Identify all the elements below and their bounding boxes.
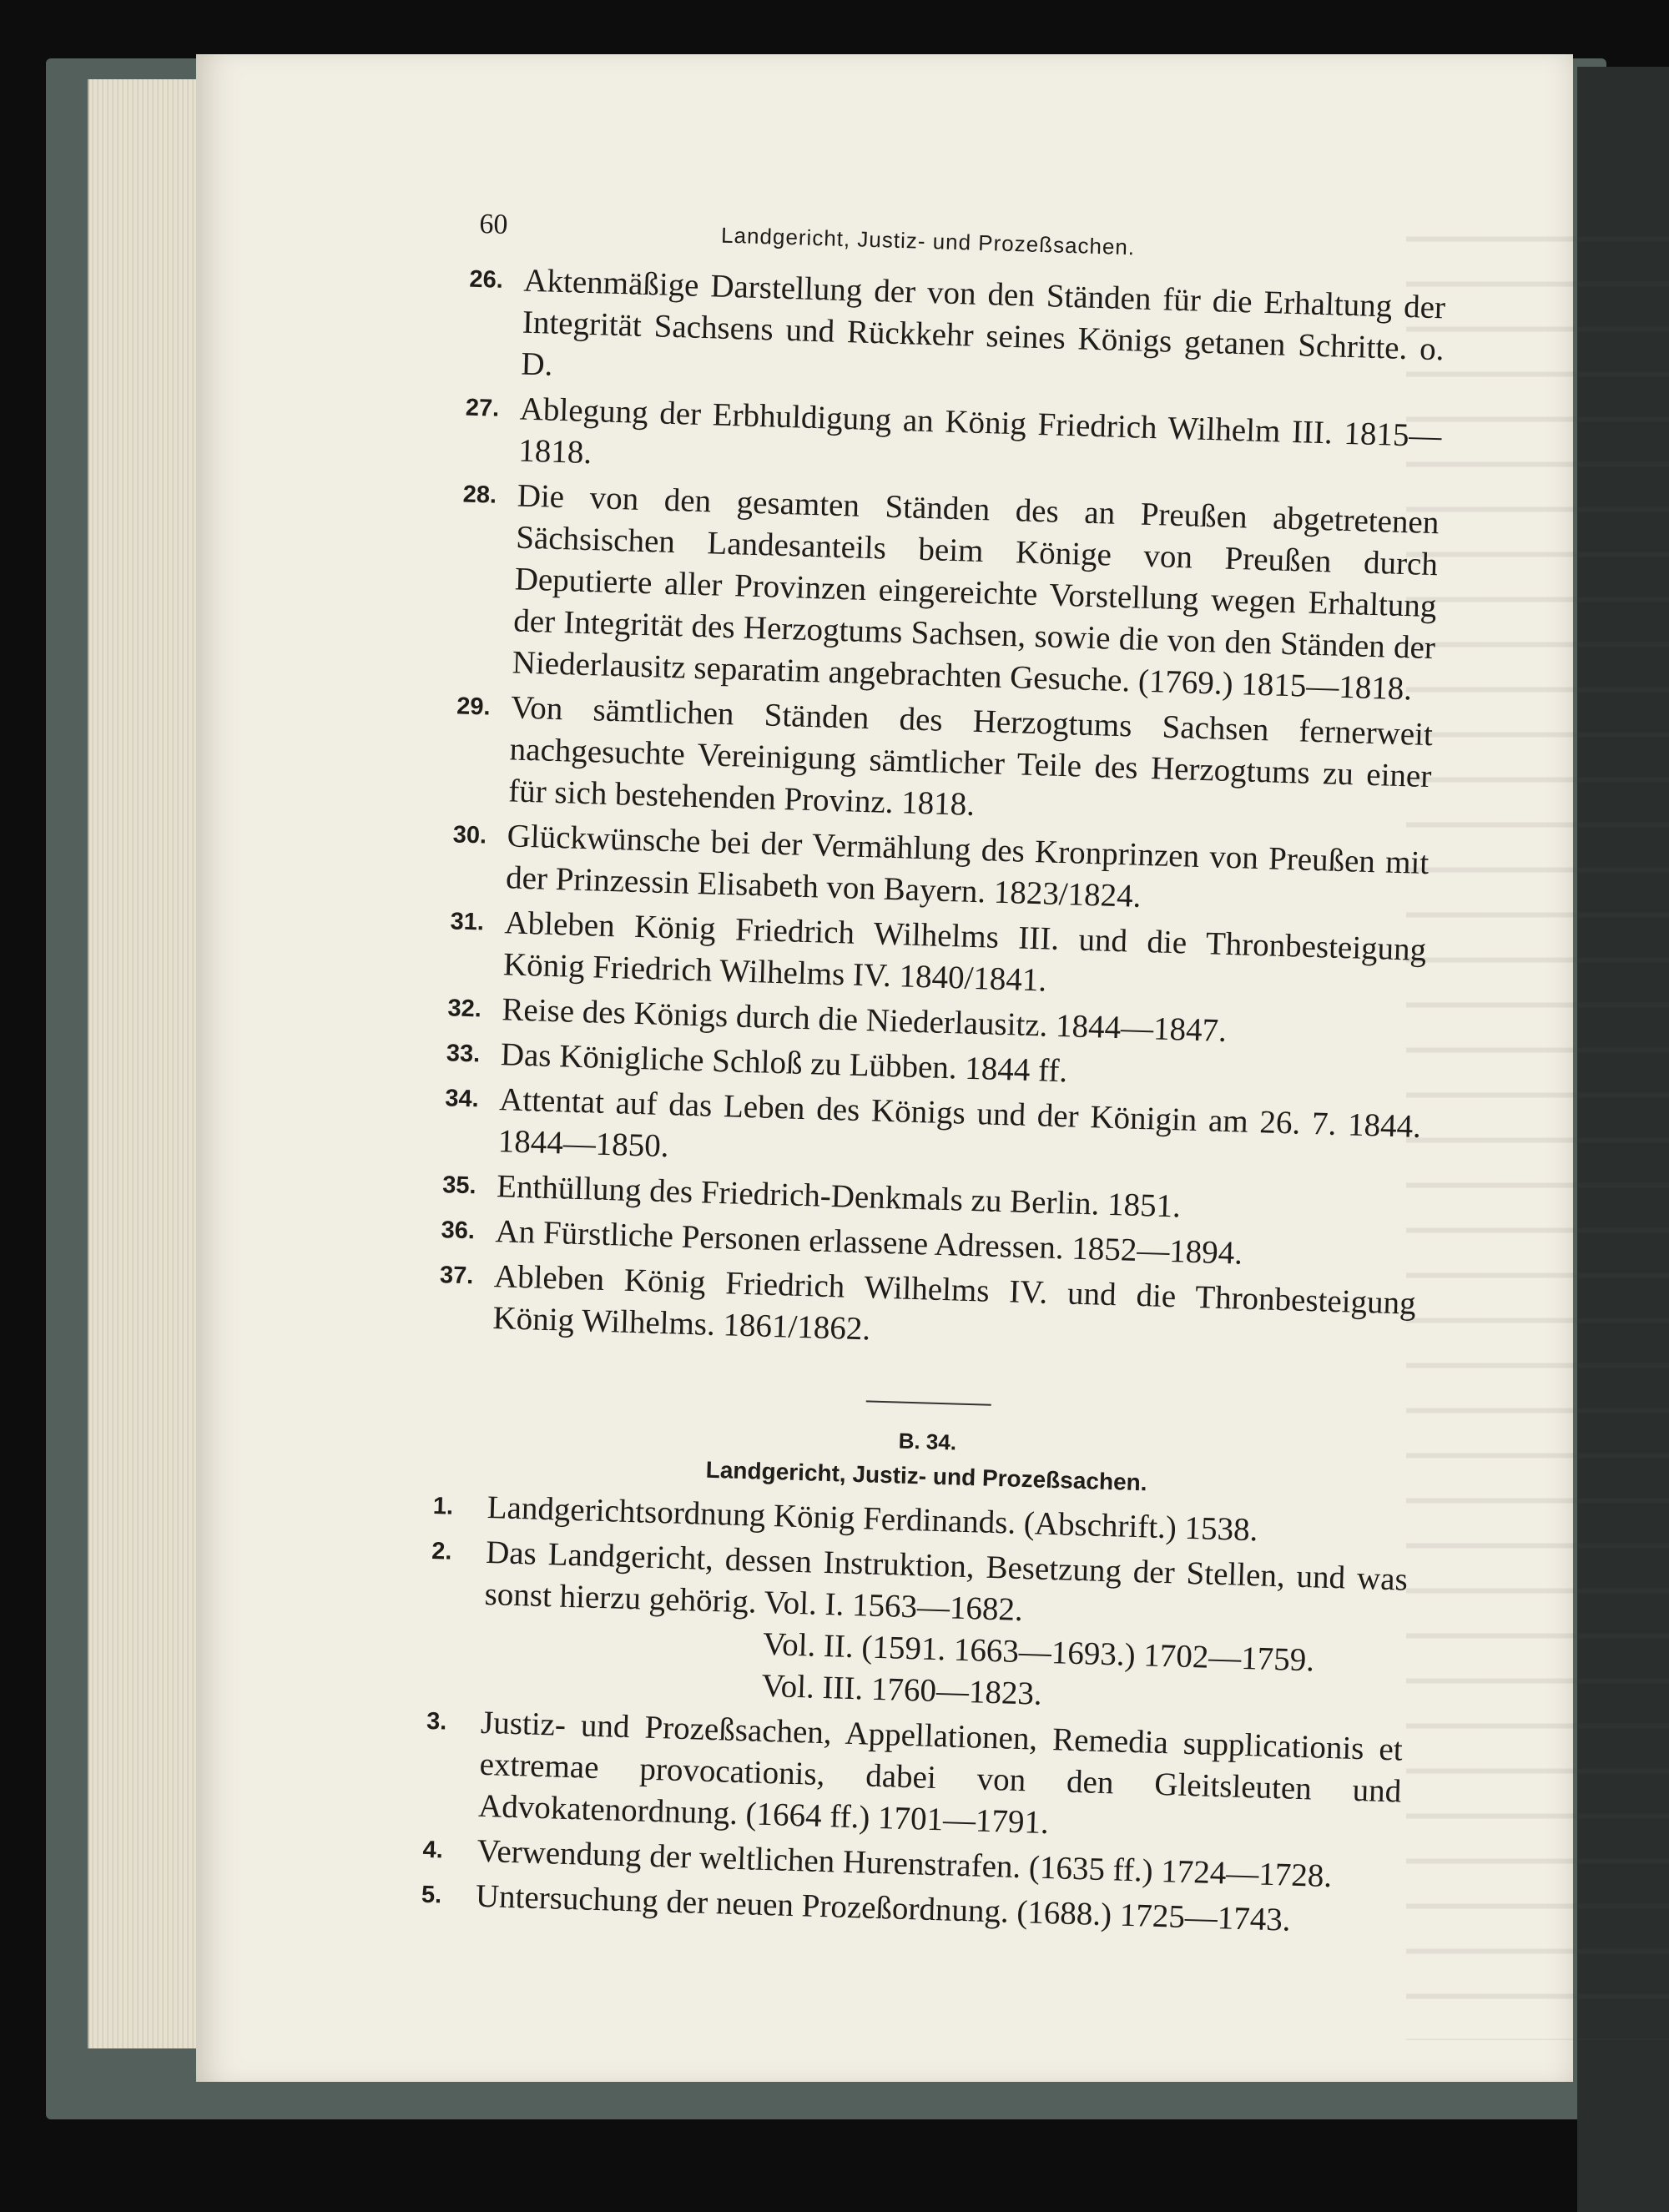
entry-number: 29. [456,693,492,721]
entry-text: Ablegung der Erbhuldigung an König Friedrich Wilhelm III. 1815—1818. [517,391,1443,471]
entry-text: Reise des Königs durch die Niederlausitz. 1844—1847. [501,991,1228,1049]
section-id: B. 34. [898,1428,957,1455]
entry-text: Ableben König Friedrich Wilhelms IV. und die Thronbesteigung König Wilhelms. 1861/1862. [492,1258,1417,1348]
entry-text: Attentat auf das Leben des Königs und der Königin am 26. 7. 1844. 1844—1850. [497,1081,1422,1165]
entry-number: 4. [422,1836,444,1864]
entry-text: Untersuchung der neuen Prozeßordnung. (1688.) 1725—1743. [475,1877,1292,1938]
entry-number: 28. [462,481,497,509]
entry-text: Das Landgericht, dessen Instruktion, Besetzung der Stellen, und was sonst hierzu gehörig. Vol. I. 1563—1682. [484,1534,1409,1629]
page-content [421,209,1447,1948]
running-head: Landgericht, Justiz- und Prozeßsachen. [720,222,1136,260]
entry-text: Das Königliche Schloß zu Lübben. 1844 ff. [500,1036,1068,1090]
entry-text: Verwendung der weltlichen Hurenstrafen. (1635 ff.) 1724—1728. [476,1832,1333,1895]
entry-text: An Fürstliche Personen erlassene Adressen. 1852—1894. [495,1213,1243,1272]
entry-number: 30. [452,821,487,849]
volume-line: Vol. III. 1760—1823. [760,1667,1043,1712]
entry-text: Die von den gesamten Ständen des an Preußen abgetretenen Sächsischen Landesanteils beim Könige von Preußen durch Deputierte aller Provinzen eingereichte Vorstellung wegen Erhaltung der Integrität des Herzogtums Sachsen, sowie die von den Ständen der Niederlausitz separatim angebrachten Gesuche. (1769.) 1815—1818. [512,477,1440,708]
entry-number: 34. [444,1085,480,1113]
page-number: 60 [478,209,508,240]
entry-text: Aktenmäßige Darstellung der von den Ständen für die Erhaltung der Integrität Sachsens und Rückkehr seines Königs getanen Schritte. o. D. [520,262,1446,383]
section-title: Landgericht, Justiz- und Prozeßsachen. [705,1456,1147,1496]
volume-line: Vol. II. (1591. 1663—1693.) 1702—1759. [762,1625,1315,1679]
entry-number: 36. [441,1217,476,1245]
entry-number: 32. [447,995,482,1023]
entry-number: 33. [446,1040,481,1068]
entry-text: Ableben König Friedrich Wilhelms III. und die Thronbesteigung König Friedrich Wilhelms IV. 1840/1841. [502,904,1427,999]
entry-text: Enthüllung des Friedrich-Denkmals zu Berlin. 1851. [496,1168,1182,1225]
entry-number: 27. [465,394,500,422]
show-through-text [1406,204,1669,2040]
entry-number: 1. [432,1493,454,1520]
page-edges [88,79,206,2048]
entry-number: 37. [439,1262,474,1290]
entry-text: Landgerichtsordnung König Ferdinands. (Abschrift.) 1538. [487,1489,1258,1549]
section-divider [866,1400,991,1405]
entry-number: 26. [469,265,504,294]
entry-number: 31. [450,908,485,936]
entry-text: Justiz- und Prozeßsachen, Appellationen, Remedia supplicationis et extremae provocationis, dabei von den Gleitsleuten und Advokatenordnung. (1664 ff.) 1701—1791. [477,1704,1404,1842]
list-item [426,1701,1404,1854]
entry-number: 2. [431,1538,452,1565]
entry-number: 35. [441,1172,477,1200]
entry-number: 5. [421,1881,442,1909]
entry-text: Von sämtlichen Ständen des Herzogtums Sachsen fernerweit nachgesuchte Vereinigung sämtlicher Teile des Herzogtums zu einer für sich bestehenden Provinz. 1818. [507,689,1434,823]
entry-number: 3. [426,1707,447,1736]
entry-text: Glückwünsche bei der Vermählung des Kronprinzen von Preußen mit der Prinzessin Elisabeth von Bayern. 1823/1824. [505,818,1429,915]
